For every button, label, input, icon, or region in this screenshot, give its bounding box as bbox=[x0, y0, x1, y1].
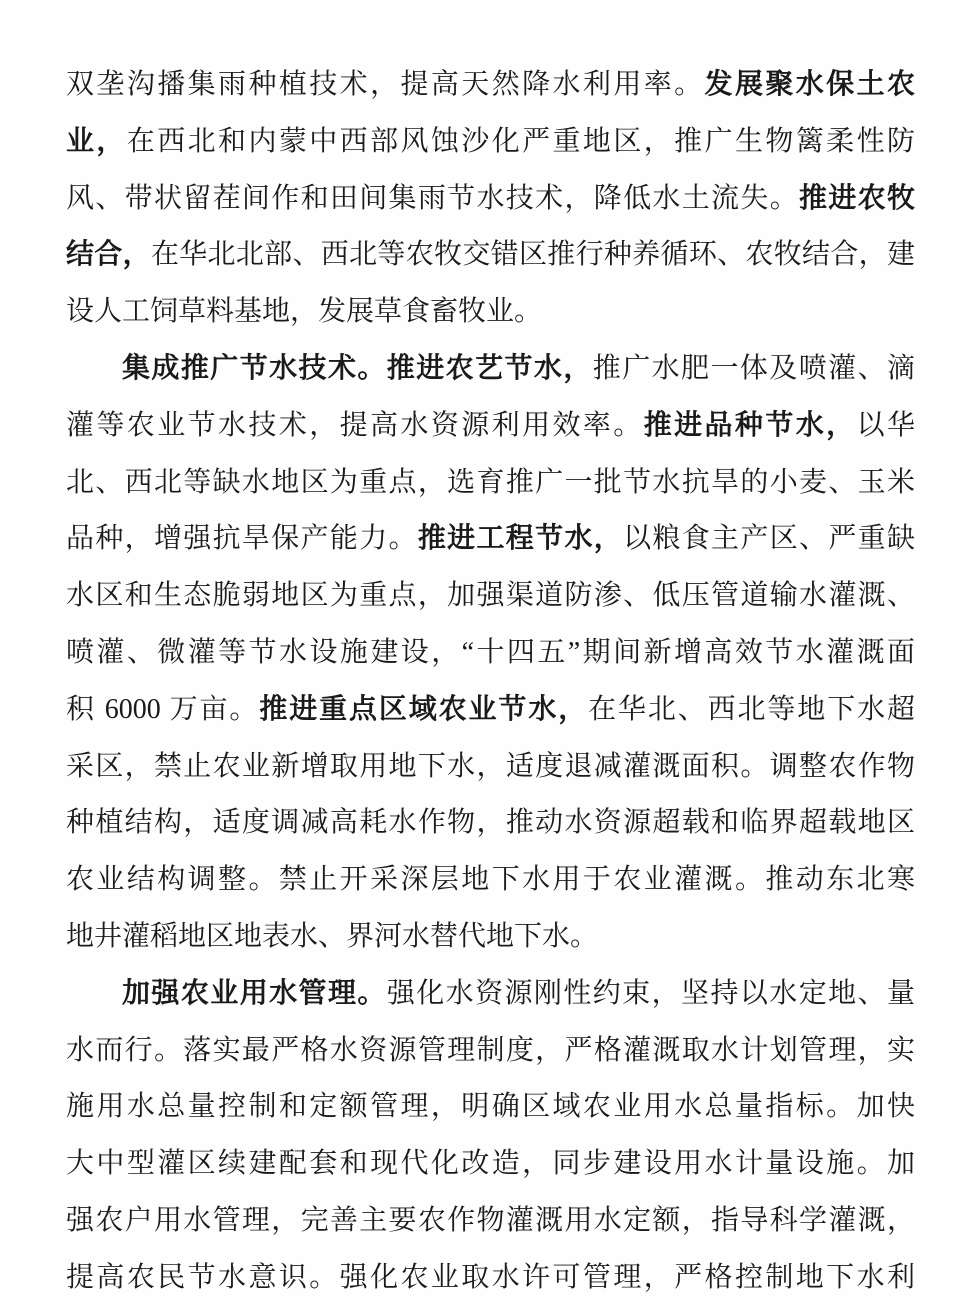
text-line bbox=[66, 114, 915, 171]
bold-text-run: 推进工程节水， bbox=[417, 523, 624, 555]
text-line bbox=[66, 171, 915, 228]
text-line bbox=[66, 739, 915, 796]
text-run: 农业结构调整。禁止开采深层地下水用于农业灌溉。推动东北寒 bbox=[66, 864, 915, 896]
bold-text-run: 集成推广节水技术。推进农艺节水， bbox=[122, 352, 593, 384]
text-run: 在华北北部、西北等农牧交错区推行种养循环、农牧结合，建 bbox=[150, 239, 915, 271]
bold-text-run: 推进农牧 bbox=[799, 182, 915, 214]
bold-text-run: 结合， bbox=[66, 239, 151, 271]
text-line bbox=[66, 1079, 915, 1136]
text-run: 风、带状留茬间作和田间集雨节水技术，降低水土流失。 bbox=[66, 182, 800, 214]
text-line bbox=[66, 1250, 915, 1307]
text-line bbox=[66, 795, 915, 852]
text-run: 双垄沟播集雨种植技术，提高天然降水利用率。 bbox=[66, 69, 705, 100]
text-line bbox=[66, 568, 915, 625]
text-run: 积 6000 万亩。 bbox=[66, 693, 260, 725]
text-run: 大中型灌区续建配套和现代化改造，同步建设用水计量设施。加 bbox=[66, 1148, 915, 1180]
text-run: 设人工饲草料基地，发展草食畜牧业。 bbox=[66, 296, 543, 328]
text-run: 强农户用水管理，完善主要农作物灌溉用水定额，指导科学灌溉， bbox=[66, 1204, 915, 1236]
text-run: 水而行。落实最严格水资源管理制度，严格灌溉取水计划管理，实 bbox=[66, 1034, 915, 1066]
text-line bbox=[66, 1023, 915, 1080]
text-line bbox=[66, 909, 915, 966]
text-line bbox=[66, 57, 915, 114]
bold-text-run: 发展聚水保土农 bbox=[704, 69, 915, 100]
text-run: 喷灌、微灌等节水设施建设，“十四五”期间新增高效节水灌溉面 bbox=[66, 636, 915, 668]
text-run: 提高农民节水意识。强化农业取水许可管理，严格控制地下水利 bbox=[66, 1261, 915, 1293]
text-line bbox=[66, 1136, 915, 1193]
text-run: 以粮食主产区、严重缺 bbox=[623, 523, 915, 555]
paragraph bbox=[66, 341, 915, 966]
text-line bbox=[66, 511, 915, 568]
text-run: 地井灌稻地区地表水、界河水替代地下水。 bbox=[66, 920, 599, 952]
text-line bbox=[66, 682, 915, 739]
text-run: 采区，禁止农业新增取用地下水，适度退减灌溉面积。调整农作物 bbox=[66, 750, 915, 782]
text-run: 灌等农业节水技术，提高水资源利用效率。 bbox=[66, 409, 644, 441]
text-run: 在西北和内蒙中西部风蚀沙化严重地区，推广生物篱柔性防 bbox=[126, 125, 915, 157]
bold-text-run: 推进重点区域农业节水， bbox=[259, 693, 589, 725]
text-line bbox=[66, 625, 915, 682]
text-line bbox=[66, 284, 915, 341]
paragraph bbox=[66, 966, 915, 1307]
text-line bbox=[66, 1193, 915, 1250]
text-line bbox=[66, 398, 915, 455]
text-run: 在华北、西北等地下水超 bbox=[588, 693, 915, 725]
text-run: 施用水总量控制和定额管理，明确区域农业用水总量指标。加快 bbox=[66, 1091, 915, 1123]
text-run: 推广水肥一体及喷灌、滴 bbox=[592, 352, 915, 384]
bold-text-run: 推进品种节水， bbox=[643, 409, 857, 441]
text-line bbox=[66, 341, 915, 398]
text-run: 水区和生态脆弱地区为重点，加强渠道防渗、低压管道输水灌溉、 bbox=[66, 580, 915, 612]
text-line bbox=[66, 455, 915, 512]
text-line bbox=[66, 852, 915, 909]
bold-text-run: 业， bbox=[66, 125, 127, 157]
bold-text-run: 加强农业用水管理。 bbox=[122, 977, 387, 1009]
text-line bbox=[66, 966, 915, 1023]
text-run: 品种，增强抗旱保产能力。 bbox=[66, 523, 418, 555]
text-run: 种植结构，适度调减高耗水作物，推动水资源超载和临界超载地区 bbox=[66, 807, 915, 839]
text-run: 强化水资源刚性约束，坚持以水定地、量 bbox=[386, 977, 915, 1009]
text-run: 以华 bbox=[856, 409, 915, 441]
text-line bbox=[66, 227, 915, 284]
text-run: 北、西北等缺水地区为重点，选育推广一批节水抗旱的小麦、玉米 bbox=[66, 466, 915, 498]
paragraph bbox=[66, 57, 915, 341]
